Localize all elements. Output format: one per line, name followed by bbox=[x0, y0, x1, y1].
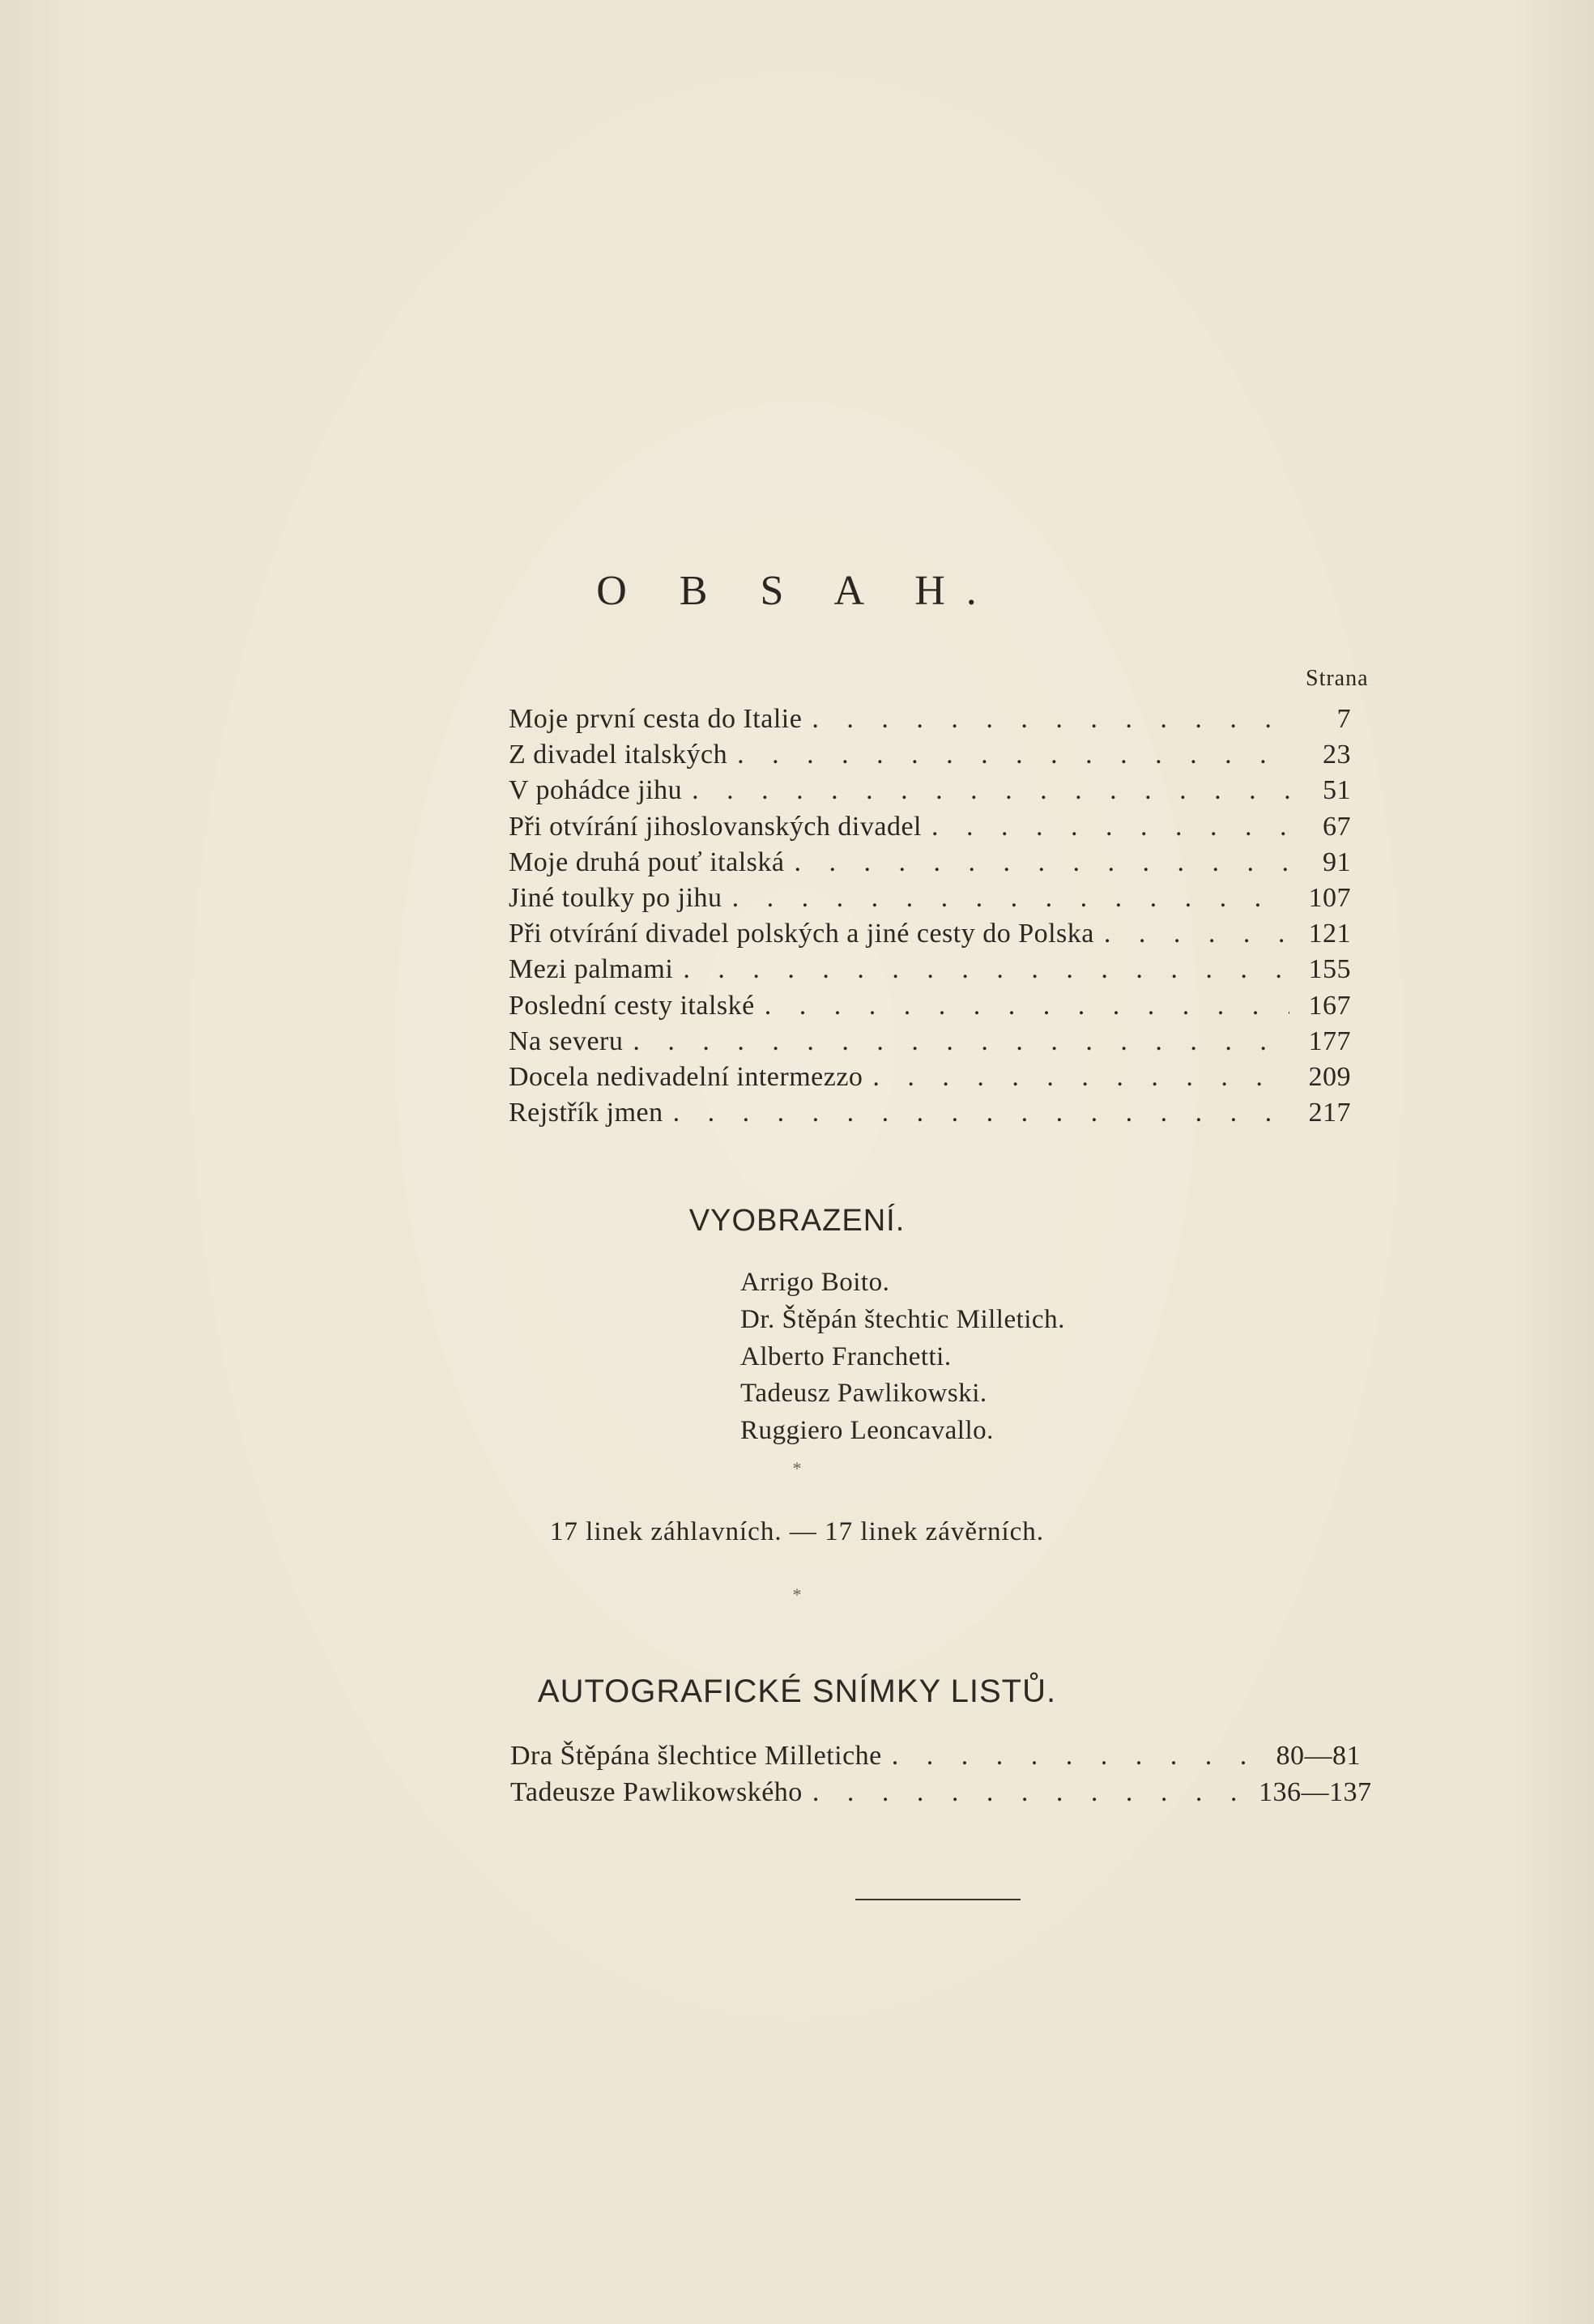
asterism-separator: * bbox=[792, 1458, 802, 1478]
toc-entry-title: V pohádce jihu bbox=[509, 775, 683, 806]
toc-entry-page: 177 bbox=[1308, 1026, 1351, 1056]
toc-entry bbox=[509, 988, 1351, 1024]
page-column-label: Strana bbox=[1306, 666, 1369, 691]
dot-leader bbox=[872, 1060, 1289, 1095]
toc-entry-page: 7 bbox=[1336, 704, 1351, 734]
toc-entry-page: 121 bbox=[1308, 919, 1351, 949]
dot-leader bbox=[765, 988, 1289, 1024]
table-of-contents bbox=[509, 701, 1351, 1131]
toc-entry-page: 107 bbox=[1308, 882, 1351, 913]
toc-entry bbox=[509, 809, 1351, 845]
toc-entry-title: Moje druhá pouť italská bbox=[509, 846, 785, 877]
toc-entry-title: Při otvírání jihoslovanských divadel bbox=[509, 811, 922, 842]
toc-entry-page: 23 bbox=[1323, 740, 1351, 770]
toc-entry-title: Docela nedivadelní intermezzo bbox=[509, 1061, 863, 1092]
toc-entry-title: Na severu bbox=[509, 1026, 624, 1056]
vignettes-note: 17 linek záhlavních. — 17 linek závěrních. bbox=[549, 1517, 1045, 1546]
closing-rule bbox=[855, 1899, 1021, 1900]
dot-leader bbox=[1104, 916, 1289, 952]
illustration-item: Tadeusz Pawlikowski. bbox=[740, 1379, 987, 1409]
toc-entry-title: Z divadel italských bbox=[509, 740, 728, 770]
autograph-entry-title: Dra Štěpána šlechtice Milletiche bbox=[510, 1741, 882, 1771]
autograph-entry-title: Tadeusze Pawlikowského bbox=[510, 1777, 803, 1807]
toc-entry-page: 209 bbox=[1308, 1061, 1351, 1092]
toc-entry bbox=[509, 773, 1351, 808]
illustrations-list bbox=[740, 1264, 1065, 1450]
autograph-entry-pages: 136—137 bbox=[1259, 1777, 1372, 1807]
autographs-list bbox=[510, 1738, 1372, 1811]
toc-entry-title: Jiné toulky po jihu bbox=[509, 882, 722, 913]
dot-leader bbox=[892, 1738, 1249, 1774]
toc-entry bbox=[509, 952, 1351, 987]
dot-leader bbox=[683, 952, 1289, 987]
toc-entry bbox=[509, 845, 1351, 881]
dot-leader bbox=[673, 1095, 1289, 1131]
toc-entry-title: Moje první cesta do Italie bbox=[509, 704, 803, 734]
dot-leader bbox=[794, 845, 1289, 881]
dot-leader bbox=[737, 737, 1289, 773]
illustration-item: Alberto Franchetti. bbox=[740, 1341, 952, 1371]
autograph-entry-pages: 80—81 bbox=[1276, 1741, 1361, 1771]
dot-leader bbox=[633, 1024, 1289, 1060]
autograph-entry bbox=[510, 1738, 1361, 1775]
toc-entry bbox=[509, 916, 1351, 952]
toc-entry bbox=[509, 737, 1351, 773]
dot-leader bbox=[812, 1775, 1249, 1810]
toc-entry-title: Mezi palmami bbox=[509, 954, 674, 985]
toc-entry bbox=[509, 701, 1351, 737]
toc-entry-title: Poslední cesty italské bbox=[509, 990, 755, 1021]
toc-entry-page: 91 bbox=[1323, 846, 1351, 877]
toc-entry-title: Rejstřík jmen bbox=[509, 1098, 663, 1128]
toc-entry bbox=[509, 1060, 1351, 1095]
autographs-heading: AUTOGRAFICKÉ SNÍMKY LISTŮ. bbox=[537, 1674, 1057, 1709]
illustration-item: Ruggiero Leoncavallo. bbox=[740, 1416, 994, 1446]
dot-leader bbox=[931, 809, 1289, 845]
dot-leader bbox=[732, 881, 1289, 916]
illustrations-heading: VYOBRAZENÍ. bbox=[688, 1204, 906, 1238]
toc-entry-page: 167 bbox=[1308, 990, 1351, 1021]
dot-leader bbox=[692, 773, 1289, 808]
toc-entry bbox=[509, 881, 1351, 916]
toc-entry bbox=[509, 1095, 1351, 1131]
toc-entry-title: Při otvírání divadel polských a jiné cesty do Polska bbox=[509, 919, 1094, 949]
toc-entry-page: 155 bbox=[1308, 954, 1351, 985]
asterism-separator: * bbox=[792, 1584, 802, 1605]
page-title: O B S A H. bbox=[596, 568, 998, 614]
toc-entry-page: 217 bbox=[1308, 1098, 1351, 1128]
illustration-item: Dr. Štěpán štechtic Milletich. bbox=[740, 1304, 1065, 1334]
toc-entry-page: 67 bbox=[1323, 811, 1351, 842]
autograph-entry bbox=[510, 1775, 1372, 1811]
dot-leader bbox=[812, 701, 1289, 737]
illustration-item: Arrigo Boito. bbox=[740, 1268, 890, 1297]
toc-entry bbox=[509, 1024, 1351, 1060]
toc-entry-page: 51 bbox=[1323, 775, 1351, 806]
